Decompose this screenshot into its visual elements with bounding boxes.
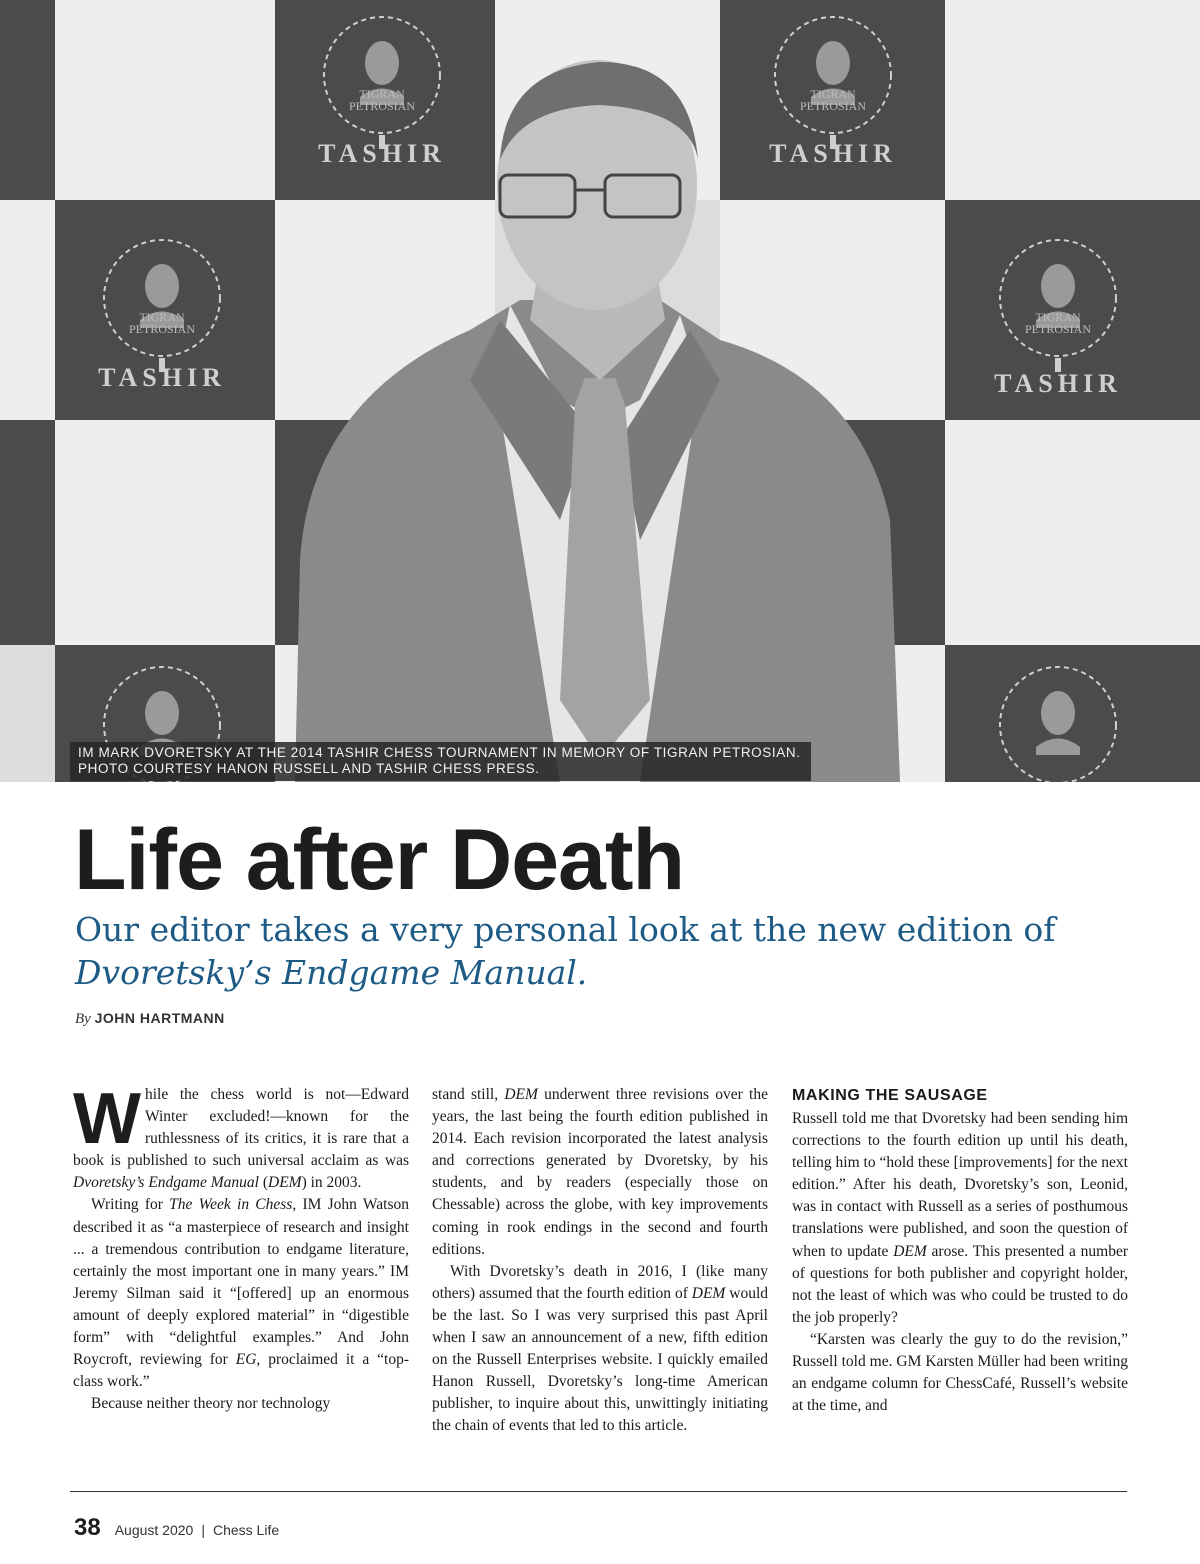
paragraph	[73, 1079, 409, 1194]
text-run: arose. This presented a number of questions for both publisher and copyright holder, not the least of which was who could be trusted to do the job properly?	[792, 1242, 1128, 1326]
logo-text-petrosian: PETROSIAN	[799, 99, 867, 113]
text-run: ) in 2003.	[301, 1174, 362, 1192]
photo-caption	[70, 742, 811, 781]
column-1	[73, 1079, 409, 1415]
byline	[75, 1010, 225, 1028]
author-name: JOHN HARTMANN	[94, 1010, 225, 1026]
text-run: (	[258, 1174, 269, 1192]
book-abbrev: DEM	[691, 1284, 726, 1302]
book-abbrev: DEM	[268, 1174, 302, 1192]
byline-by: By	[75, 1011, 91, 1027]
column-3	[792, 1084, 1128, 1417]
text-run: Writing for	[91, 1196, 170, 1214]
backdrop-word: TASHIR	[318, 139, 446, 168]
logo-text-tigran: TIGRAN	[359, 87, 405, 101]
text-run: With Dvoretsky’s death in 2016, I (like many others) assumed that the fourth edition of	[432, 1262, 768, 1302]
publication-title: EG	[235, 1351, 257, 1369]
text-run: hile the chess world is not—Edward Winter excluded!—known for the ruthlessness of its critics, it is rare that a book is published to such universal acclaim as was	[73, 1086, 409, 1170]
caption-line-1: IM MARK DVORETSKY AT THE 2014 TASHIR CHESS TOURNAMENT IN MEMORY OF TIGRAN PETROSIAN.	[78, 745, 801, 760]
book-abbrev: DEM	[504, 1086, 538, 1103]
magazine-name: Chess Life	[212, 1522, 280, 1538]
text-run: , proclaimed it a “top-class work.”	[73, 1351, 409, 1391]
text-run: underwent three revisions over the years, the last being the fourth edition published in 2014. Each revision incorporated the latest analysis and corrections generated by Dvoretsky, by his students, and by readers (especially those on Chessable) across the globe, with key improvements coming in rook endings in the second and fourth editions.	[432, 1086, 768, 1258]
column-2	[432, 1084, 768, 1438]
book-title: Dvoretsky’s Endgame Manual	[73, 1174, 259, 1192]
book-abbrev: DEM	[893, 1242, 927, 1260]
backdrop-word: TASHIR	[994, 369, 1122, 398]
text-run: , IM John Watson described it as “a masterpiece of research and insight ... a tremendous contribution to endgame literature, certainly the most important one in many years.” IM Jeremy Silman said it “[offered] up an enormous amount of deeply explored material” in “digestible form” with “delightful examples.” And John Roycroft, reviewing for	[73, 1196, 409, 1369]
backdrop-word: TASHIR	[769, 139, 897, 168]
issue-date: August 2020	[114, 1522, 194, 1538]
logo-text-tigran: TIGRAN	[1035, 310, 1081, 324]
article-deck	[75, 908, 1135, 994]
text-run: Russell told me that Dvoretsky had been sending him corrections to the fourth edition up until his death, telling him to “hold these [improvements] for the next edition.” After his death, Dvoretsky’s son, Leonid, was in contact with Russell as a series of posthumous translations were published, and soon the question of when to update	[792, 1110, 1128, 1260]
section-heading: MAKING THE SAUSAGE	[792, 1087, 988, 1104]
paragraph	[432, 1084, 768, 1261]
paragraph	[73, 1194, 409, 1393]
text-run: would be the last. So I was very surprised this past April when I saw an announcement of a new, fifth edition on the Russell Enterprises website. I quickly emailed Hanon Russell, Dvoretsky’s long-time American publisher, to inquire about this, unwittingly initiating the chain of events that led to this article.	[432, 1284, 768, 1435]
deck-book-title: Dvoretsky’s Endgame Manual.	[75, 953, 588, 992]
article-title: Life after Death	[74, 812, 685, 908]
paragraph	[432, 1261, 768, 1438]
footer-rule	[70, 1491, 1127, 1492]
backdrop-word: TASHIR	[98, 363, 226, 392]
logo-text-petrosian: PETROSIAN	[1024, 322, 1092, 336]
text-run: stand still,	[432, 1086, 505, 1103]
footer-separator: |	[201, 1522, 205, 1538]
logo-text-tigran: TIGRAN	[810, 87, 856, 101]
deck-text: Our editor takes a very personal look at the new edition of	[75, 910, 1056, 949]
page-footer	[74, 1514, 279, 1542]
paragraph: Because neither theory nor technology	[91, 1395, 331, 1413]
logo-text-petrosian: PETROSIAN	[128, 322, 196, 336]
publication-title: The Week in Chess	[169, 1196, 293, 1214]
page-number: 38	[74, 1514, 101, 1541]
logo-text-petrosian: PETROSIAN	[348, 99, 416, 113]
drop-cap: W	[73, 1079, 141, 1159]
paragraph: “Karsten was clearly the guy to do the revision,” Russell told me. GM Karsten Müller had been writing an endgame column for ChessCafé, Russell’s website at the time, and	[792, 1330, 1128, 1415]
logo-text-tigran: TIGRAN	[139, 310, 185, 324]
caption-line-2: PHOTO COURTESY HANON RUSSELL AND TASHIR CHESS PRESS.	[78, 761, 540, 776]
paragraph	[792, 1108, 1128, 1329]
